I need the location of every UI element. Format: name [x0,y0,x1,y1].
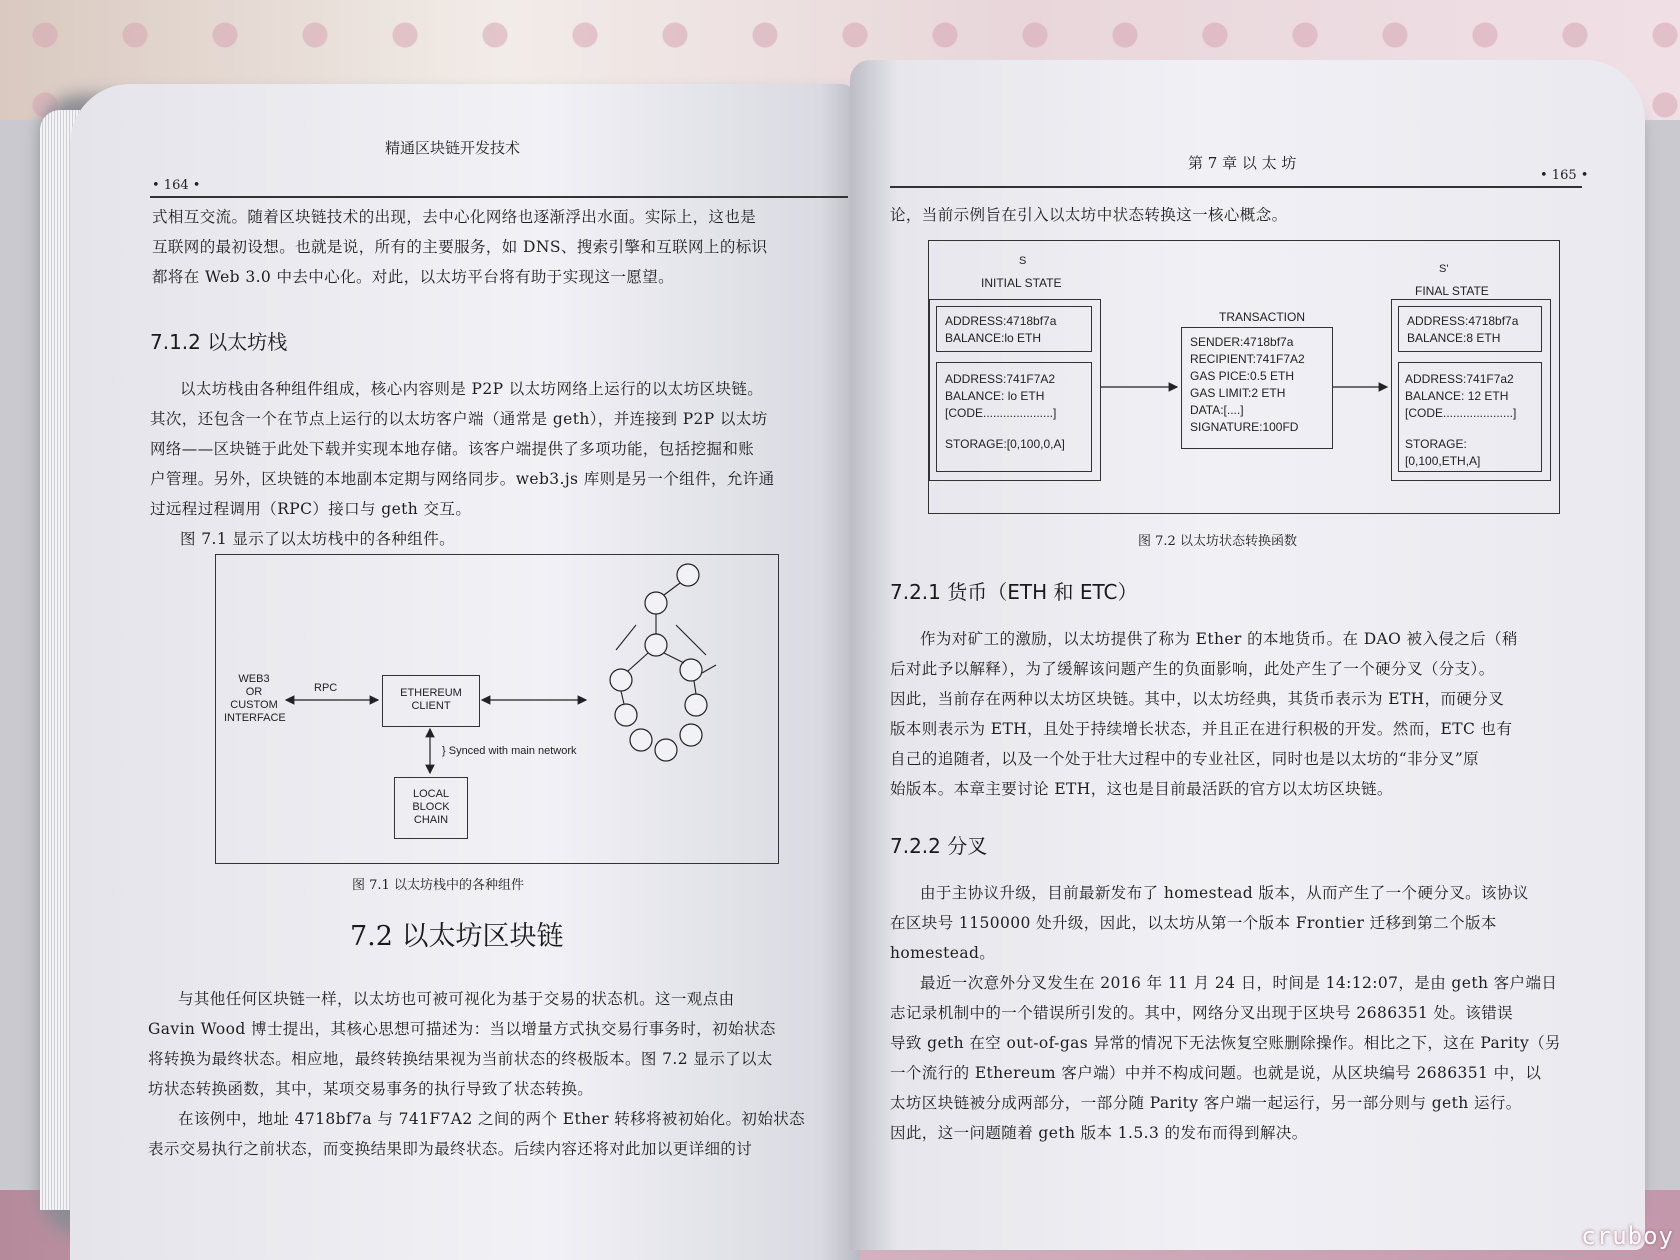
initial-account-1: ADDRESS:4718bf7a BALANCE:lo ETH [936,306,1092,352]
final-state-label: FINAL STATE [1415,284,1489,298]
rpc-label: RPC [314,682,338,694]
left-running-header: 精通区块链开发技术 [385,139,521,157]
ethereum-client-box: ETHEREUM CLIENT [382,675,480,727]
para-72 [148,984,854,1164]
figure-7-1-frame [215,554,779,864]
left-header-rule [150,196,848,198]
section-heading-72: 7.2 以太坊区块链 [350,921,564,952]
transaction-label: TRANSACTION [1219,310,1306,324]
text-line: 户管理。另外，区块链的本地副本定期与网络同步。web3.js 库则是另一个组件，允许通 [150,470,775,488]
text-line: 后对此予以解释），为了缓解该问题产生的负面影响，此处产生了一个硬分叉（分支）。 [890,660,1495,678]
text-line: 自己的追随者，以及一个处于壮大过程中的专业社区，同时也是以太坊的“非分叉”原 [890,750,1480,768]
section-heading-722: 7.2.2 分叉 [890,834,988,858]
text-line: 以太坊栈由各种组件组成，核心内容则是 P2P 以太坊网络上运行的以太坊区块链。 [180,380,764,398]
text-line: 由于主协议升级，目前最新发布了 homestead 版本，从而产生了一个硬分叉。该协议 [920,884,1529,902]
text-line: 坊状态转换函数，其中，某项交易事务的执行导致了状态转换。 [148,1080,594,1098]
text-line: 志记录机制中的一个错误所引发的。其中，网络分叉出现于区块号 2686351 处。该错误 [890,1004,1514,1022]
watermark-text: cruboy [1581,1222,1674,1250]
final-account-2: ADDRESS:741F7a2 BALANCE: 12 ETH [CODE.....................] STORAGE:[0,100,ETH,A] [1398,362,1542,472]
text-line: 在区块号 1150000 处升级，因此，以太坊从第一个版本 Frontier 迁移到第二个版本 [890,914,1497,932]
text-line: 太坊区块链被分成两部分，一部分随 Parity 客户端一起运行，另一部分则与 geth 运行。 [890,1094,1522,1112]
web3-label: WEB3 OR CUSTOM INTERFACE [224,673,286,724]
figure-7-2-caption: 图 7.2 以太坊状态转换函数 [1138,534,1297,549]
para-721 [890,624,1590,804]
text-line: 式相互交流。随着区块链技术的出现，去中心化网络也逐渐浮出水面。实际上，这也是 [152,208,757,226]
initial-state-label: INITIAL STATE [981,276,1062,290]
right-first-line: 论，当前示例旨在引入以太坊中状态转换这一核心概念。 [890,206,1288,224]
right-running-header: 第 7 章 以 太 坊 [1188,154,1297,172]
text-line: 版本则表示为 ETH，且处于持续增长状态，并且正在进行积极的开发。然而，ETC 也有 [890,720,1513,738]
text-line: 其次，还包含一个在节点上运行的以太坊客户端（通常是 geth），并连接到 P2P 以太坊 [150,410,768,428]
text-line: 始版本。本章主要讨论 ETH，这也是目前最活跃的官方以太坊区块链。 [890,780,1393,798]
text-line: 表示交易执行之前状态，而变换结果即为最终状态。后续内容还将对此加以更详细的讨 [148,1140,753,1158]
text-line: 最近一次意外分叉发生在 2016 年 11 月 24 日，时间是 14:12:07，是由 geth 客户端日 [920,974,1558,992]
final-account-1: ADDRESS:4718bf7a BALANCE:8 ETH [1398,306,1542,352]
left-page [70,84,860,1260]
text-line: 导致 geth 在空 out-of-gas 异常的情况下无法恢复空账删除操作。相比之下，这在 Parity（另 [890,1034,1561,1052]
text-line: 因此，当前存在两种以太坊区块链。其中，以太坊经典，其货币表示为 ETH，而硬分叉 [890,690,1505,708]
synced-label: } Synced with main network [442,745,577,757]
left-intro [152,202,852,292]
text-line: 一个流行的 Ethereum 客户端）中并不构成问题。也就是说，从区块编号 2686351 中，以 [890,1064,1542,1082]
text-line: 因此，这一问题随着 geth 版本 1.5.3 的发布而得到解决。 [890,1124,1308,1142]
figure-7-1-graphics [216,555,778,863]
text-line: 将转换为最终状态。相应地，最终转换结果视为当前状态的终极版本。图 7.2 显示了以太 [148,1050,773,1068]
text-line: 互联网的最初设想。也就是说，所有的主要服务，如 DNS、搜索引擎和互联网上的标识 [152,238,768,256]
left-page-number: • 164 • [152,178,201,193]
text-line: 图 7.1 显示了以太坊栈中的各种组件。 [180,530,456,548]
text-line: homestead。 [890,944,996,962]
text-line: 网络——区块链于此处下载并实现本地存储。该客户端提供了多项功能，包括挖掘和账 [150,440,755,458]
transaction-box: SENDER:4718bf7a RECIPIENT:741F7A2 GAS PICE:0.5 ETH GAS LIMIT:2 ETH DATA:[....] SIGNATURE:100FD [1181,327,1333,449]
s-label: S [1019,255,1027,267]
para-722 [890,878,1590,1148]
right-page-number: • 165 • [1540,168,1589,183]
text-line: 在该例中，地址 4718bf7a 与 741F7A2 之间的两个 Ether 转移将被初始化。初始状态 [178,1110,806,1128]
section-heading-712: 7.1.2 以太坊栈 [150,330,288,354]
right-page [850,60,1645,1250]
text-line: 都将在 Web 3.0 中去中心化。对此，以太坊平台将有助于实现这一愿望。 [152,268,674,286]
text-line: Gavin Wood 博士提出，其核心思想可描述为：当以增量方式执交易行事务时，初始状态 [148,1020,776,1038]
section-heading-721: 7.2.1 货币（ETH 和 ETC） [890,580,1138,604]
figure-7-2-arrows [929,241,1559,513]
s-prime-label: S' [1439,263,1449,275]
blockchain-network-icon [610,564,707,761]
text-line: 与其他任何区块链一样，以太坊也可被可视化为基于交易的状态机。这一观点由 [178,990,735,1008]
figure-7-2-frame [928,240,1560,514]
para-712 [150,374,852,554]
local-blockchain-box: LOCAL BLOCK CHAIN [394,777,468,839]
figure-7-1-caption: 图 7.1 以太坊栈中的各种组件 [352,878,524,893]
initial-account-2: ADDRESS:741F7A2 BALANCE: lo ETH [CODE.....................] STORAGE:[0,100,0,A] [936,362,1092,472]
text-line: 作为对矿工的激励，以太坊提供了称为 Ether 的本地货币。在 DAO 被入侵之后（稍 [920,630,1518,648]
right-header-rule [890,186,1582,188]
text-line: 过远程过程调用（RPC）接口与 geth 交互。 [150,500,472,518]
